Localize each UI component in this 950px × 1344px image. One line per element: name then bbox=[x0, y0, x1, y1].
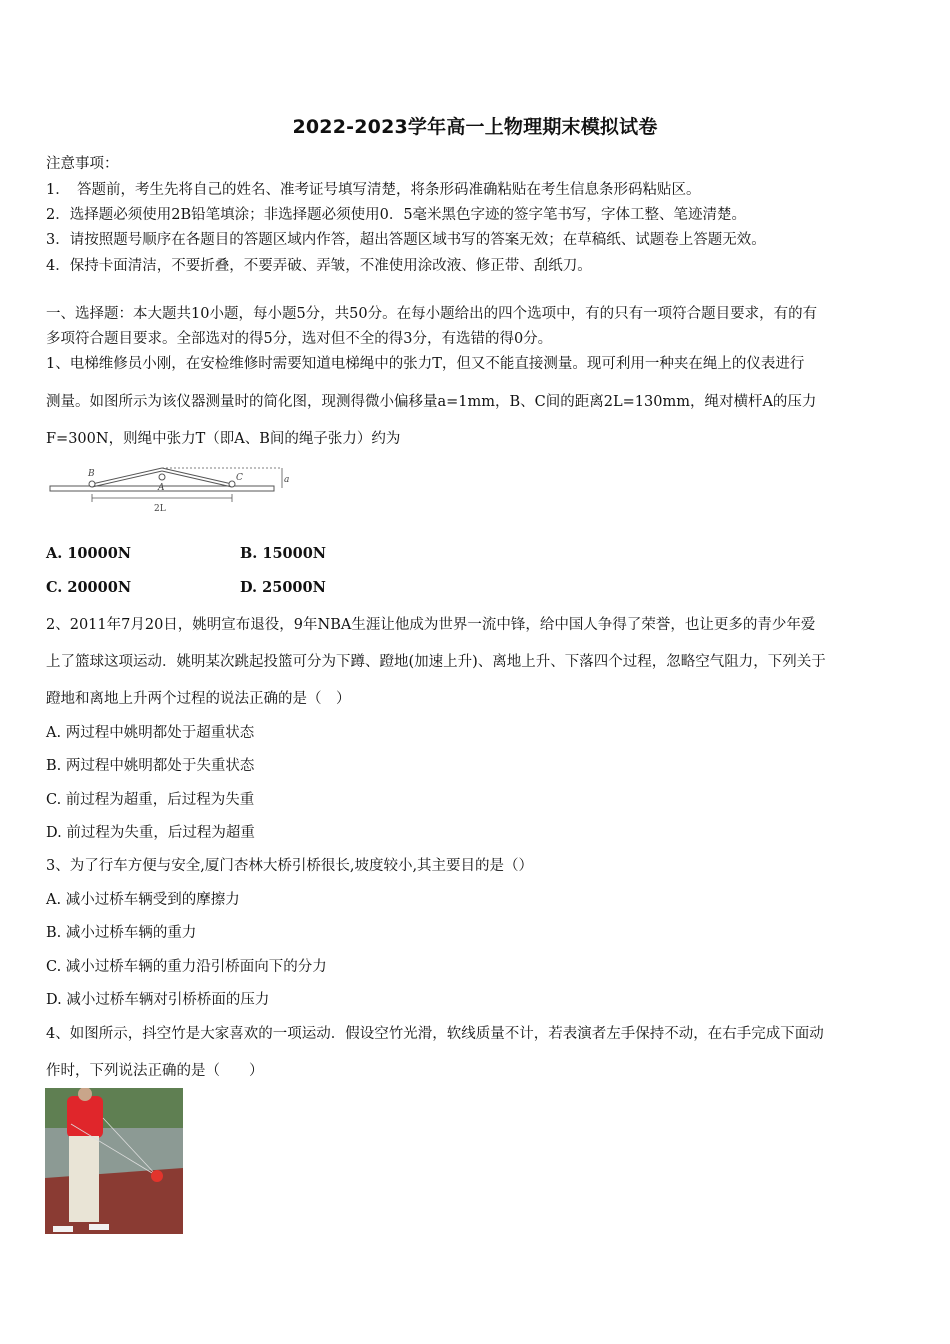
q1-diagram-label-b: B bbox=[88, 469, 95, 479]
notice-item-1: 1． 答题前，考生先将自己的姓名、准考证号填写清楚，将条形码准确粘贴在考生信息条形码粘贴区。 bbox=[46, 182, 701, 198]
notice-heading: 注意事项： bbox=[46, 156, 119, 172]
section1-intro-line1: 一、选择题：本大题共10小题，每小题5分，共50分。在每小题给出的四个选项中，有的只有一项符合题目要求，有的有 bbox=[46, 306, 818, 322]
q1-diagram-label-a: A bbox=[158, 483, 165, 493]
q3-option-a: A. 减小过桥车辆受到的摩擦力 bbox=[46, 892, 240, 908]
q1-line1: 1、电梯维修员小刚，在安检维修时需要知道电梯绳中的张力T，但又不能直接测量。现可利用一种夹在绳上的仪表进行 bbox=[46, 356, 805, 372]
q1-rope-diagram bbox=[46, 462, 306, 514]
q2-option-d: D. 前过程为失重，后过程为超重 bbox=[46, 825, 255, 841]
q4-line2: 作时，下列说法正确的是（ ） bbox=[46, 1063, 264, 1079]
q2-line3: 蹬地和离地上升两个过程的说法正确的是（ ） bbox=[46, 691, 351, 707]
q2-option-b: B. 两过程中姚明都处于失重状态 bbox=[46, 758, 255, 774]
q1-diagram-label-c: C bbox=[236, 473, 243, 483]
q1-option-b: B. 15000N bbox=[240, 545, 327, 562]
q1-option-c: C. 20000N bbox=[46, 579, 132, 596]
q3-option-b: B. 减小过桥车辆的重力 bbox=[46, 925, 197, 941]
q2-option-c: C. 前过程为超重，后过程为失重 bbox=[46, 792, 255, 808]
q1-option-a: A. 10000N bbox=[46, 545, 132, 562]
diabolo-photo bbox=[45, 1088, 183, 1234]
q1-line2: 测量。如图所示为该仪器测量时的简化图，现测得微小偏移量a=1mm，B、C间的距离2L=130mm，绳对横杆A的压力 bbox=[46, 394, 817, 410]
notice-item-2: 2．选择题必须使用2B铅笔填涂；非选择题必须使用0．5毫米黑色字迹的签字笔书写，字体工整、笔迹清楚。 bbox=[46, 207, 747, 223]
notice-item-4: 4．保持卡面清洁，不要折叠，不要弄破、弄皱，不准使用涂改液、修正带、刮纸刀。 bbox=[46, 258, 592, 274]
q3-option-c: C. 减小过桥车辆的重力沿引桥面向下的分力 bbox=[46, 959, 327, 975]
q1-diagram-label-2l: 2L bbox=[154, 504, 166, 514]
q1-option-d: D. 25000N bbox=[240, 579, 326, 596]
q2-line1: 2、2011年7月20日，姚明宣布退役，9年NBA生涯让他成为世界一流中锋，给中国人争得了荣誉，也让更多的青少年爱 bbox=[46, 617, 816, 633]
q1-diagram-label-gap: a bbox=[284, 475, 290, 485]
q2-option-a: A. 两过程中姚明都处于超重状态 bbox=[46, 725, 255, 741]
q1-line3: F=300N，则绳中张力T（即A、B间的绳子张力）约为 bbox=[46, 431, 401, 447]
q3-line1: 3、为了行车方便与安全,厦门杏林大桥引桥很长,坡度较小,其主要目的是（） bbox=[46, 858, 534, 874]
q4-line1: 4、如图所示，抖空竹是大家喜欢的一项运动．假设空竹光滑，软线质量不计，若表演者左手保持不动，在右手完成下面动 bbox=[46, 1026, 824, 1042]
page-title: 2022-2023学年高一上物理期末模拟试卷 bbox=[292, 116, 658, 138]
q3-option-d: D. 减小过桥车辆对引桥桥面的压力 bbox=[46, 992, 270, 1008]
section1-intro-line2: 多项符合题目要求。全部选对的得5分，选对但不全的得3分，有选错的得0分。 bbox=[46, 331, 553, 347]
q2-line2: 上了篮球这项运动．姚明某次跳起投篮可分为下蹲、蹬地(加速上升)、离地上升、下落四个过程，忽略空气阻力，下列关于 bbox=[46, 654, 826, 670]
notice-item-3: 3．请按照题号顺序在各题目的答题区域内作答，超出答题区域书写的答案无效；在草稿纸、试题卷上答题无效。 bbox=[46, 232, 766, 248]
